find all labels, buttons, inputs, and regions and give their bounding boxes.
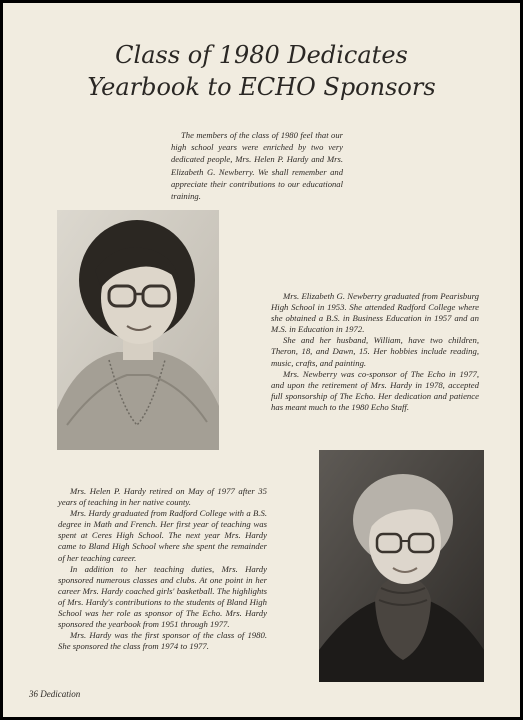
yearbook-page (3, 3, 520, 717)
newberry-paragraph: Mrs. Newberry was co-sponsor of The Echo in 1977, and upon the retirement of Mrs. Hardy in 1978, accepted full sponsorship of The Echo. Her dedication and patience has meant much to the 1980 Echo Staff. (271, 368, 479, 412)
page-number: 36 (29, 689, 38, 699)
page-title (3, 39, 520, 103)
section-name: Dedication (40, 689, 81, 699)
hardy-biography (58, 486, 267, 652)
hardy-paragraph: In addition to her teaching duties, Mrs. Hardy sponsored numerous classes and clubs. At one point in her career Mrs. Hardy coached girls' basketball. The highlights of Mrs. Hardy's contributions to the students of Bland High School was her role as sponsor of The Echo. Mrs. Hardy sponsored the yearbook from 1951 through 1977. (58, 563, 267, 630)
hardy-paragraph: Mrs. Helen P. Hardy retired on May of 1977 after 35 years of teaching in her native county. (58, 486, 267, 508)
hardy-paragraph: Mrs. Hardy was the first sponsor of the class of 1980. She sponsored the class from 1974 to 1977. (58, 630, 267, 652)
page-footer (29, 689, 80, 699)
newberry-biography (271, 291, 479, 413)
newberry-portrait-photo (57, 210, 219, 450)
newberry-paragraph: She and her husband, William, have two children, Theron, 18, and Dawn, 15. Her hobbies include reading, music, crafts, and painting. (271, 335, 479, 368)
hardy-paragraph: Mrs. Hardy graduated from Radford College with a B.S. degree in Math and French. Her first year of teaching was spent at Ceres High School. The next year Mrs. Hardy came to Bland High School where she spent the remainder of her teaching career. (58, 508, 267, 563)
title-line-1: Class of 1980 Dedicates (115, 41, 408, 69)
hardy-portrait-photo (319, 450, 484, 682)
title-line-2: Yearbook to ECHO Sponsors (87, 73, 436, 101)
intro-paragraph: The members of the class of 1980 feel that our high school years were enriched by two very dedicated people, Mrs. Helen P. Hardy and Mrs. Elizabeth G. Newberry. We shall remember and appreciate their contributions to our educational training. (171, 130, 343, 202)
newberry-paragraph: Mrs. Elizabeth G. Newberry graduated from Pearisburg High School in 1953. She attended Radford College where she obtained a B.S. in Business Education in 1957 and an M.S. in Education in 1972. (271, 291, 479, 335)
